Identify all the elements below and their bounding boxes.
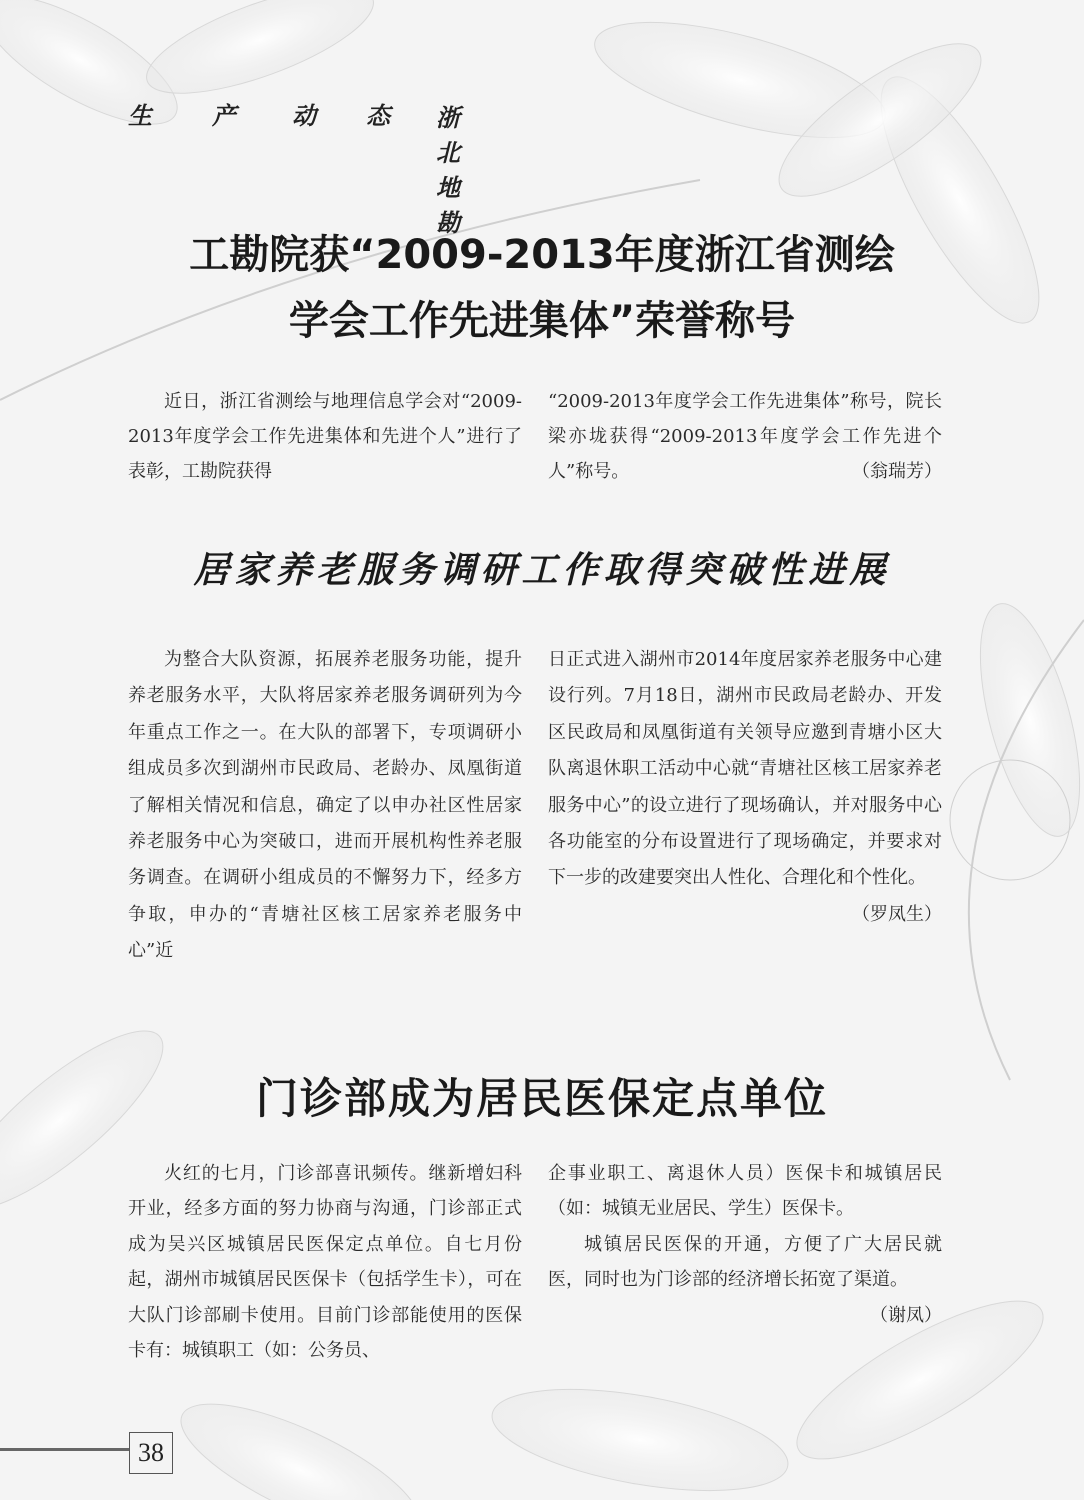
section-label-char: 态 [366,101,390,130]
section-label-char: 动 [292,101,316,130]
article1-left-column [128,384,522,489]
section-label-char: 生 [128,101,152,130]
article3-title: 门诊部成为居民医保定点单位 [255,1074,828,1123]
article2-right-column [548,642,942,933]
article1-right-column [548,384,942,489]
article1-left-text: 近日，浙江省测绘与地理信息学会对“2009-2013年度学会工作先进集体和先进个人”进行了表彰，工勘院获得 [128,391,522,482]
article2-title: 居家养老服务调研工作取得突破性进展 [193,549,891,591]
article1-title-line1: 工勘院获“2009-2013年度浙江省测绘 [189,232,895,278]
footer-rule [0,1448,132,1451]
article1-author: （翁瑞芳） [852,461,942,482]
article3-right-column [548,1156,942,1333]
article2-left-column [128,642,522,970]
article2-author: （罗凤生） [852,903,942,925]
article3-right-text-p1: 企事业职工、离退休人员）医保卡和城镇居民（如：城镇无业居民、学生）医保卡。 [548,1163,942,1220]
article2-left-text: 为整合大队资源，拓展养老服务功能，提升养老服务水平，大队将居家养老服务调研列为今年重点工作之一。在大队的部署下，专项调研小组成员多次到湖州市民政局、老龄办、凤凰街道了解相关情况和信息，确定了以申办社区性居家养老服务中心为突破口，进而开展机构性养老服务调查。在调研小组成员的不懈努力下，经多方争取，申办的“青塘社区核工居家养老服务中心”近 [128,649,522,962]
article2-right-text: 日正式进入湖州市2014年度居家养老服务中心建设行列。7月18日，湖州市民政局老龄办、开发区民政局和凤凰街道有关领导应邀到青塘小区大队离退休职工活动中心就“青塘社区核工居家养老服务中心”的设立进行了现场确认，并对服务中心各功能室的分布设置进行了现场确定，并要求对下一步的改建要突出人性化、合理化和个性化。 [548,649,942,889]
magazine-name: 浙北地勘 [436,103,466,237]
article3-right-text-p2: 城镇居民医保的开通，方便了广大居民就医，同时也为门诊部的经济增长拓宽了渠道。 [548,1233,942,1291]
article1-title-line2: 学会工作先进集体”荣誉称号 [288,298,796,344]
page-number: 38 [129,1432,173,1474]
article3-author: （谢凤） [870,1304,942,1326]
article3-left-column [128,1156,522,1368]
article1-right-text: “2009-2013年度学会工作先进集体”称号，院长梁亦垅获得“2009-2013年度学会工作先进个人”称号。 [548,391,942,482]
section-label-char: 产 [212,101,236,130]
article3-left-text: 火红的七月，门诊部喜讯频传。继新增妇科开业，经多方面的努力协商与沟通，门诊部正式成为吴兴区城镇居民医保定点单位。自七月份起，湖州市城镇居民医保卡（包括学生卡），可在大队门诊部刷卡使用。目前门诊部能使用的医保卡有：城镇职工（如：公务员、 [128,1163,522,1362]
